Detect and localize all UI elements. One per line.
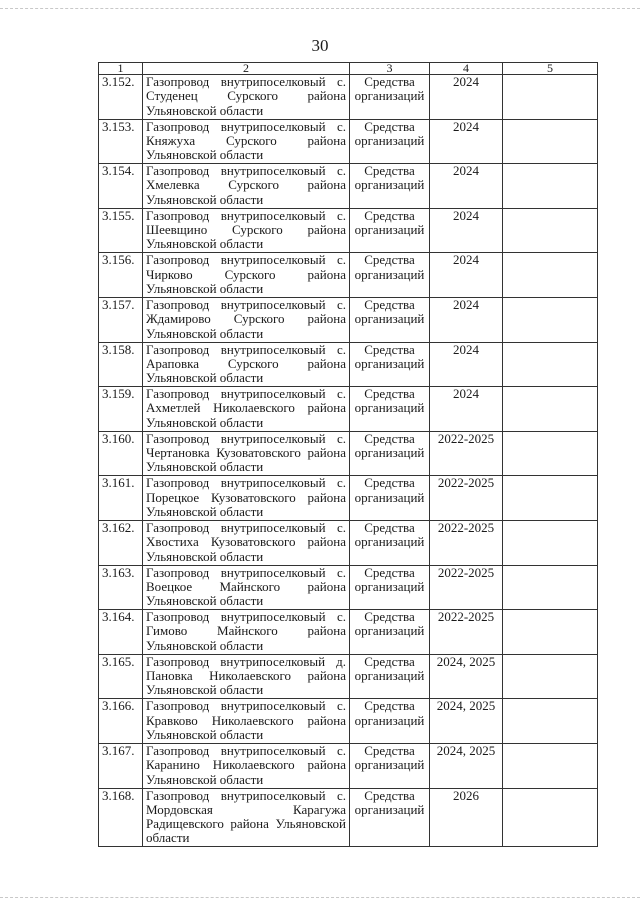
implementation-period: 2024, 2025 (430, 743, 503, 788)
notes-cell (503, 208, 598, 253)
table-row (99, 699, 598, 744)
funding-source: Средства организаций (350, 565, 430, 610)
table-row (99, 119, 598, 164)
table-row (99, 164, 598, 209)
implementation-period: 2024 (430, 164, 503, 209)
funding-source: Средства организаций (350, 119, 430, 164)
row-number: 3.162. (99, 520, 143, 565)
row-number: 3.164. (99, 610, 143, 655)
implementation-period: 2024 (430, 387, 503, 432)
notes-cell (503, 520, 598, 565)
funding-source: Средства организаций (350, 610, 430, 655)
column-header-number: 1 (99, 63, 143, 75)
object-name: Газопровод внутрипоселковый с. Хмелевка Сурского района Ульяновской области (143, 164, 350, 209)
funding-source: Средства организаций (350, 75, 430, 120)
table-row (99, 297, 598, 342)
column-header-funding: 3 (350, 63, 430, 75)
column-header-notes: 5 (503, 63, 598, 75)
object-name: Газопровод внутрипоселковый с. Мордовская Карагужа Радищевского района Ульяновской области (143, 788, 350, 846)
funding-source: Средства организаций (350, 387, 430, 432)
header-row (99, 63, 598, 75)
page-bottom-edge (0, 897, 640, 905)
object-name: Газопровод внутрипоселковый с. Воецкое Майнского района Ульяновской области (143, 565, 350, 610)
notes-cell (503, 565, 598, 610)
notes-cell (503, 788, 598, 846)
implementation-period: 2024 (430, 75, 503, 120)
funding-source: Средства организаций (350, 253, 430, 298)
funding-source: Средства организаций (350, 297, 430, 342)
object-name: Газопровод внутрипоселковый с. Шеевщино Сурского района Ульяновской области (143, 208, 350, 253)
funding-source: Средства организаций (350, 520, 430, 565)
funding-source: Средства организаций (350, 743, 430, 788)
object-name: Газопровод внутрипоселковый с. Каранино Николаевского района Ульяновской области (143, 743, 350, 788)
object-name: Газопровод внутрипоселковый с. Ахметлей Николаевского района Ульяновской области (143, 387, 350, 432)
implementation-period: 2024, 2025 (430, 654, 503, 699)
table-row (99, 75, 598, 120)
object-name: Газопровод внутрипоселковый с. Чертановка Кузоватовского района Ульяновской области (143, 431, 350, 476)
page-top-edge (0, 0, 640, 9)
funding-source: Средства организаций (350, 699, 430, 744)
funding-source: Средства организаций (350, 431, 430, 476)
row-number: 3.155. (99, 208, 143, 253)
row-number: 3.158. (99, 342, 143, 387)
implementation-period: 2022-2025 (430, 520, 503, 565)
funding-source: Средства организаций (350, 654, 430, 699)
row-number: 3.165. (99, 654, 143, 699)
row-number: 3.156. (99, 253, 143, 298)
funding-source: Средства организаций (350, 342, 430, 387)
implementation-period: 2024 (430, 208, 503, 253)
implementation-period: 2022-2025 (430, 431, 503, 476)
table-body (99, 75, 598, 847)
notes-cell (503, 297, 598, 342)
object-name: Газопровод внутрипоселковый с. Порецкое Кузоватовского района Ульяновской области (143, 476, 350, 521)
object-name: Газопровод внутрипоселковый с. Ждамирово Сурского района Ульяновской области (143, 297, 350, 342)
page-number: 30 (311, 36, 329, 55)
notes-cell (503, 387, 598, 432)
table-row (99, 476, 598, 521)
table-row (99, 253, 598, 298)
table-row (99, 520, 598, 565)
row-number: 3.161. (99, 476, 143, 521)
table-row (99, 387, 598, 432)
implementation-period: 2024 (430, 119, 503, 164)
object-name: Газопровод внутрипоселковый с. Араповка Сурского района Ульяновской области (143, 342, 350, 387)
implementation-period: 2024 (430, 297, 503, 342)
table-row (99, 565, 598, 610)
object-name: Газопровод внутрипоселковый д. Пановка Николаевского района Ульяновской области (143, 654, 350, 699)
notes-cell (503, 119, 598, 164)
row-number: 3.168. (99, 788, 143, 846)
column-header-object: 2 (143, 63, 350, 75)
table-row (99, 654, 598, 699)
notes-cell (503, 164, 598, 209)
row-number: 3.153. (99, 119, 143, 164)
table-row (99, 788, 598, 846)
notes-cell (503, 253, 598, 298)
row-number: 3.163. (99, 565, 143, 610)
row-number: 3.154. (99, 164, 143, 209)
gas-pipeline-table (98, 62, 598, 847)
notes-cell (503, 743, 598, 788)
table-row (99, 743, 598, 788)
row-number: 3.157. (99, 297, 143, 342)
implementation-period: 2022-2025 (430, 610, 503, 655)
notes-cell (503, 699, 598, 744)
object-name: Газопровод внутрипоселковый с. Студенец Сурского района Ульяновской области (143, 75, 350, 120)
table-row (99, 431, 598, 476)
row-number: 3.160. (99, 431, 143, 476)
row-number: 3.166. (99, 699, 143, 744)
notes-cell (503, 342, 598, 387)
funding-source: Средства организаций (350, 476, 430, 521)
object-name: Газопровод внутрипоселковый с. Чирково Сурского района Ульяновской области (143, 253, 350, 298)
funding-source: Средства организаций (350, 788, 430, 846)
table-row (99, 208, 598, 253)
object-name: Газопровод внутрипоселковый с. Хвостиха Кузоватовского района Ульяновской области (143, 520, 350, 565)
notes-cell (503, 654, 598, 699)
funding-source: Средства организаций (350, 208, 430, 253)
implementation-period: 2022-2025 (430, 565, 503, 610)
notes-cell (503, 431, 598, 476)
implementation-period: 2022-2025 (430, 476, 503, 521)
implementation-period: 2026 (430, 788, 503, 846)
implementation-period: 2024, 2025 (430, 699, 503, 744)
row-number: 3.159. (99, 387, 143, 432)
object-name: Газопровод внутрипоселковый с. Княжуха Сурского района Ульяновской области (143, 119, 350, 164)
object-name: Газопровод внутрипоселковый с. Кравково Николаевского района Ульяновской области (143, 699, 350, 744)
implementation-period: 2024 (430, 342, 503, 387)
row-number: 3.152. (99, 75, 143, 120)
implementation-period: 2024 (430, 253, 503, 298)
object-name: Газопровод внутрипоселковый с. Гимово Майнского района Ульяновской области (143, 610, 350, 655)
table-row (99, 610, 598, 655)
notes-cell (503, 610, 598, 655)
row-number: 3.167. (99, 743, 143, 788)
column-header-period: 4 (430, 63, 503, 75)
notes-cell (503, 75, 598, 120)
notes-cell (503, 476, 598, 521)
table-row (99, 342, 598, 387)
funding-source: Средства организаций (350, 164, 430, 209)
